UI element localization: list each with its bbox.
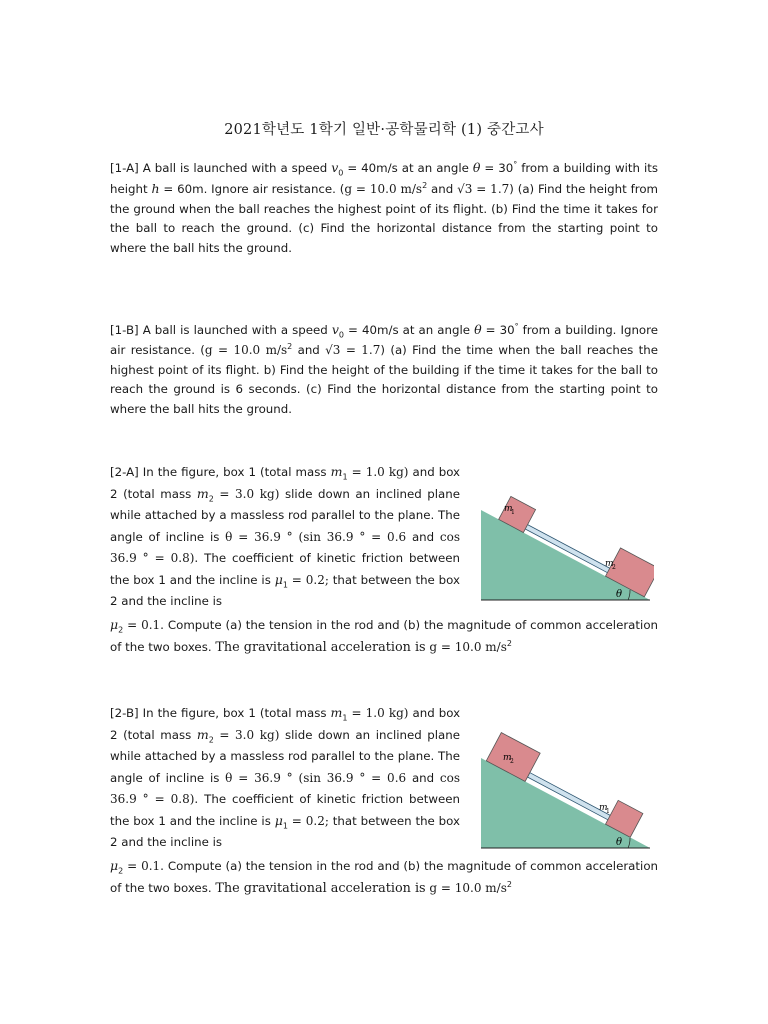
theta-symbol: θ [472, 160, 481, 175]
m2-symbol: m [196, 727, 209, 743]
gravity-exponent: 2 [422, 180, 428, 190]
m1-symbol: m [330, 464, 343, 479]
mu2-symbol: μ [110, 617, 119, 633]
problem-1b-text: ) (a) Find the time when the ball reaches the highest point of its flight. b) Find the height of the building if the time it takes for the ball to reach the ground is 6 seconds. (c) Find the horizontal distance from the starting point to where the ball hits the ground. [110, 342, 658, 417]
m1-value: = 1.0 kg) [351, 465, 409, 479]
problem-1b-text: A ball is launched with a speed [142, 323, 328, 337]
problem-2a-text: The coefficient of kinetic friction between the box 1 and the incline is [110, 550, 461, 588]
page-title: 2021학년도 1학기 일반·공학물리학 (1) 중간고사 [224, 122, 544, 138]
mu2-symbol: μ [110, 858, 119, 874]
gravity-exponent: 2 [506, 638, 512, 648]
problem-2a-text: The gravitational acceleration is [215, 639, 426, 655]
gravity-expression: g = 10.0 m/s [204, 342, 288, 357]
problem-2b-tail [110, 855, 658, 898]
problem-2b-text: and box 2 (total mass [110, 706, 461, 743]
angle-label: θ [616, 589, 623, 600]
mu2-subscript: 2 [118, 625, 124, 635]
incline-figure-2b [478, 732, 654, 852]
m2-subscript: 2 [208, 735, 214, 745]
v0-subscript: 0 [338, 168, 344, 178]
problem-2b-narrow [110, 702, 460, 853]
sqrt-expression: √3 = 1.7 [457, 181, 510, 196]
problem-2a-narrow [110, 461, 460, 612]
problem-1a-text: ) (a) Find the height from the ground when the ball reaches the highest point of its flight. (b) Find the time it takes for the ball to reach the ground. (c) Find the horizontal distance from the starting point to where the ball hits the ground. [110, 181, 659, 256]
problem-1a-label: [1-A] [110, 161, 139, 175]
v0-symbol: v [331, 160, 339, 175]
problem-1a-text: and [431, 181, 454, 196]
gravity-expression: g = 10.0 m/s [344, 181, 423, 196]
m2-symbol: m [196, 486, 209, 502]
box-bottom-label: m [605, 559, 614, 569]
m2-value: = 3.0 kg) [219, 728, 280, 743]
problem-2b-text: slide down an inclined plane while attached by a massless rod parallel to the plane. The angle of incline is [110, 728, 461, 785]
mu1-symbol: μ [274, 813, 283, 829]
problem-1a-text: A ball is launched with a speed [142, 161, 328, 175]
mu2-value: = 0.1. [127, 859, 164, 874]
mu1-value: = 0.2; [291, 814, 329, 829]
mu1-value: = 0.2; [291, 573, 329, 588]
problem-1b-label: [1-B] [110, 323, 139, 337]
m1-symbol: m [330, 705, 343, 720]
cos-expression: cos 36.9 ° = 0.8). [110, 529, 461, 565]
problem-1a [110, 158, 658, 259]
problem-1b-text: = 30 [485, 323, 515, 337]
problem-2b-text: The coefficient of kinetic friction between the box 1 and the incline is [110, 791, 461, 829]
sqrt-expression: √3 = 1.7 [325, 342, 381, 357]
box-bottom-label: m [599, 803, 608, 813]
mu2-subscript: 2 [118, 866, 124, 876]
gravity-exponent: 2 [506, 879, 512, 889]
angle-expression: θ = 36.9 ° (sin 36.9 ° = 0.6 [225, 529, 407, 544]
problem-1b [110, 320, 658, 420]
gravity-expression: g = 10.0 m/s [429, 880, 507, 895]
angle-label: θ [616, 837, 623, 848]
box-top-sub: 1 [511, 509, 515, 516]
problem-2a-label: [2-A] [110, 465, 139, 479]
gravity-expression: g = 10.0 m/s [429, 639, 507, 654]
problem-1b-text: = 40m/s at an angle [348, 323, 471, 337]
problem-1a-text: = 40m/s at an angle [347, 161, 469, 175]
problem-2a-text: and [411, 529, 435, 544]
problem-2a-text: In the figure, box 1 (total mass [142, 465, 327, 479]
box-bottom-sub: 1 [606, 808, 610, 815]
box-bottom-sub: 2 [612, 564, 616, 571]
problem-2a-text: that between the box 2 and the incline is [110, 573, 460, 609]
problem-2a-text: Compute (a) the tension in the rod and (b) the magnitude of common acceleration of the two boxes. [110, 618, 659, 654]
theta-symbol: θ [474, 322, 482, 337]
problem-2a-tail [110, 614, 658, 657]
h-symbol: h [151, 180, 160, 196]
problem-1b-text: from a building. Ignore air resistance. ( [110, 323, 658, 357]
m2-value: = 3.0 kg) [219, 487, 280, 502]
problem-1b-text: and [297, 342, 320, 357]
m1-subscript: 1 [342, 713, 348, 723]
m2-subscript: 2 [208, 494, 214, 504]
problem-1a-text: from a building with its height [110, 161, 658, 196]
angle-expression: θ = 36.9 ° (sin 36.9 ° = 0.6 [225, 770, 407, 785]
problem-1a-text: = 30 [484, 161, 514, 175]
problem-2b-text: Compute (a) the tension in the rod and (b) the magnitude of common acceleration of the two boxes. [110, 859, 659, 895]
problem-2b-text: and [411, 770, 435, 785]
problem-2a-text: and box 2 (total mass [110, 465, 461, 502]
problem-1a-text: = 60m. Ignore air resistance. ( [163, 181, 345, 196]
problem-2a-text: slide down an inclined plane while attached by a massless rod parallel to the plane. The angle of incline is [110, 487, 461, 544]
m1-value: = 1.0 kg) [351, 706, 409, 720]
problem-2b-text: that between the box 2 and the incline is [110, 814, 460, 850]
gravity-exponent: 2 [287, 341, 293, 351]
degree-symbol: ° [513, 160, 518, 170]
problem-2b-text: In the figure, box 1 (total mass [142, 706, 327, 720]
m1-subscript: 1 [342, 472, 348, 482]
incline-figure-2a [478, 486, 654, 604]
problem-2b-text: The gravitational acceleration is [215, 880, 426, 896]
cos-expression: cos 36.9 ° = 0.8). [110, 770, 461, 806]
mu1-subscript: 1 [282, 580, 288, 590]
mu2-value: = 0.1. [127, 618, 164, 633]
box-top-label: m [504, 504, 513, 514]
v0-symbol: v [331, 322, 339, 337]
problem-2b-label: [2-B] [110, 706, 139, 720]
mu1-symbol: μ [274, 572, 283, 588]
v0-subscript: 0 [338, 330, 344, 340]
degree-symbol: ° [514, 322, 519, 332]
mu1-subscript: 1 [282, 821, 288, 831]
box-top-sub: 2 [510, 758, 514, 765]
box-top-label: m [503, 753, 512, 763]
